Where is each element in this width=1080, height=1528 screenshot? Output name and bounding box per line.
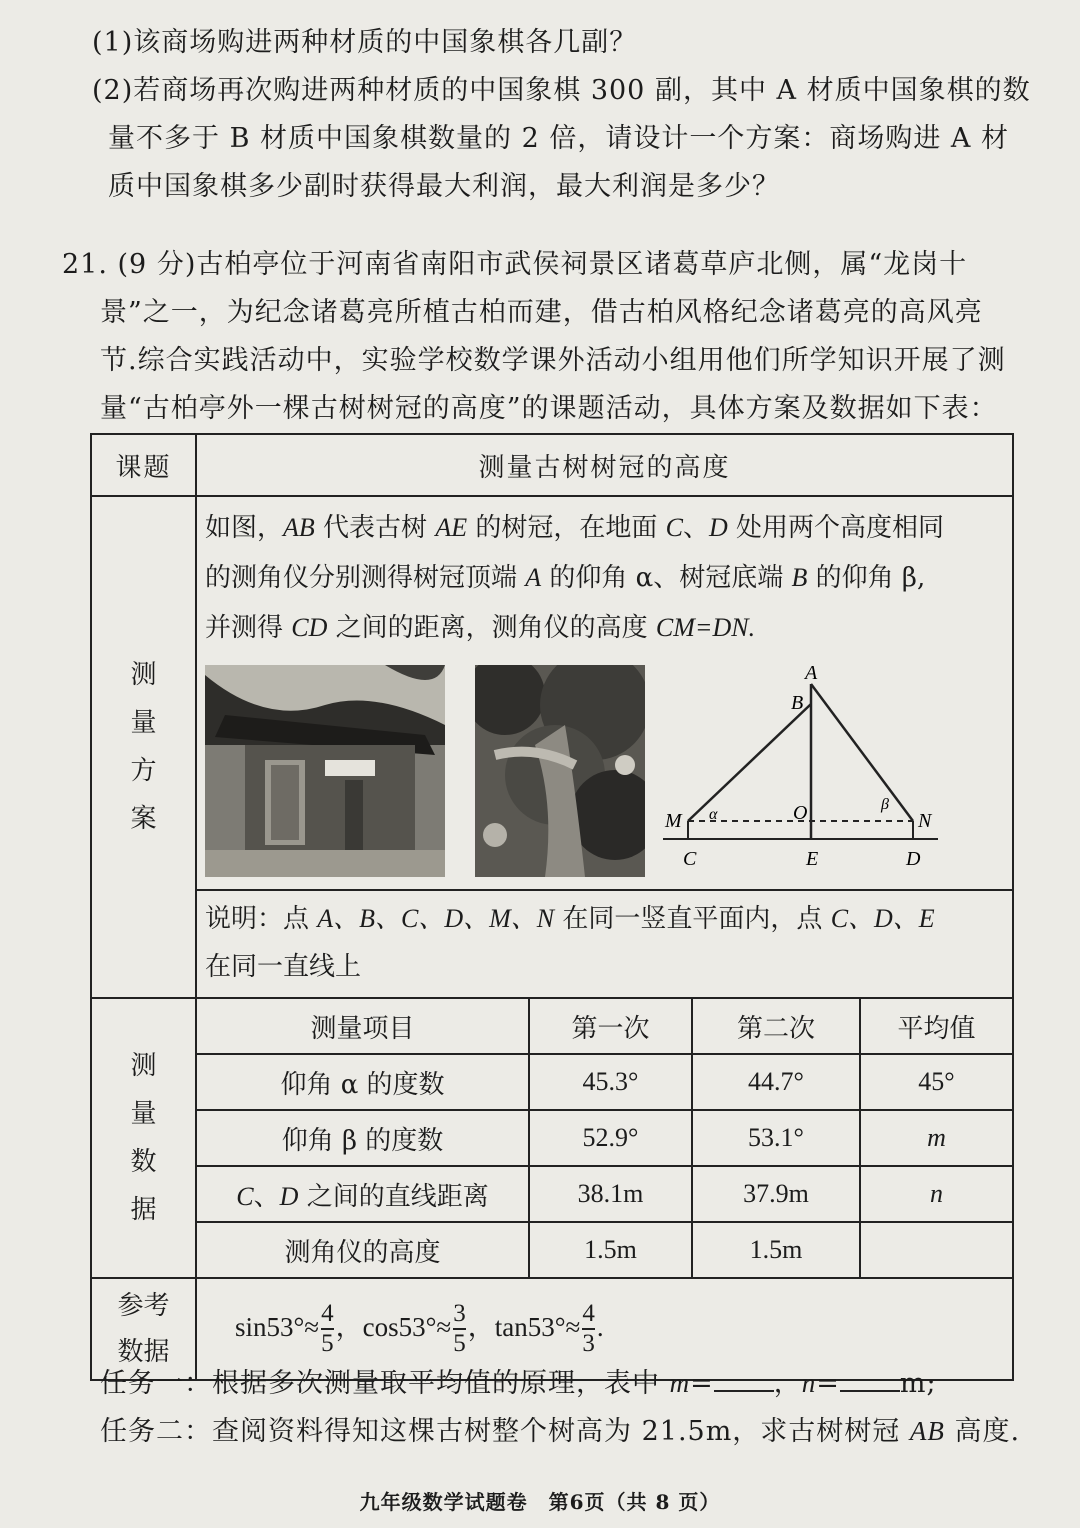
row-second: 37.9m (692, 1166, 860, 1222)
measurement-table (90, 433, 1014, 1381)
sin-fraction: $\frac{4}{5}$ (321, 1300, 334, 1357)
plan-note-line-2: 在同一直线上 (205, 952, 362, 982)
row-average: n (860, 1166, 1012, 1222)
label-E: E (806, 848, 819, 870)
header-average: 平均值 (860, 999, 1012, 1054)
reference-end: . (596, 1312, 604, 1342)
data-label-text: 测量数据 (130, 1051, 157, 1225)
answer-blank-m[interactable] (714, 1364, 774, 1392)
geometry-diagram (663, 659, 945, 887)
row-first: 45.3° (529, 1054, 692, 1110)
label-alpha: α (709, 806, 718, 823)
table-row (197, 1054, 1012, 1110)
header-item: 测量项目 (197, 999, 529, 1054)
header-second: 第二次 (692, 999, 860, 1054)
row-average (860, 1222, 1012, 1277)
topic-value: 测量古树树冠的高度 (196, 434, 1013, 496)
label-C: C (683, 848, 697, 870)
question-2-line-2: 量不多于 B 材质中国象棋数量的 2 倍，请设计一个方案：商场购进 A 材 (108, 123, 1010, 154)
topic-label: 课题 (91, 434, 196, 496)
answer-blank-n[interactable] (840, 1364, 900, 1392)
plan-label (91, 496, 196, 998)
pavilion-photo (205, 665, 445, 877)
tan-fraction: $\frac{4}{3}$ (582, 1300, 595, 1357)
data-cell (196, 998, 1013, 1278)
problem-21-line-3: 节.综合实践活动中，实验学校数学课外活动小组用他们所学知识开展了测 (100, 345, 1006, 376)
label-N: N (918, 810, 932, 832)
label-beta: β (881, 796, 889, 813)
cos-fraction: $\frac{3}{5}$ (453, 1300, 466, 1357)
row-second: 53.1° (692, 1110, 860, 1166)
row-first: 1.5m (529, 1222, 692, 1277)
row-second: 1.5m (692, 1222, 860, 1277)
row-average: m (860, 1110, 1012, 1166)
plan-desc-line-1: 如图，AB 代表古树 AE 的树冠，在地面 C、D 处用两个高度相同 (205, 513, 945, 543)
table-row (197, 1222, 1012, 1277)
reference-label-text: 参考数据 (117, 1291, 170, 1367)
plan-note-line-1: 说明：点 A、B、C、D、M、N 在同一竖直平面内，点 C、D、E (205, 904, 935, 934)
question-1: (1)该商场购进两种材质的中国象棋各几副？ (92, 27, 638, 58)
row-first: 38.1m (529, 1166, 692, 1222)
problem-21-line-2: 景”之一，为纪念诸葛亮所植古柏而建，借古柏风格纪念诸葛亮的高风亮 (100, 297, 983, 328)
plan-desc-line-3: 并测得 CD 之间的距离，测角仪的高度 CM=DN. (205, 613, 756, 643)
table-row (197, 1110, 1012, 1166)
problem-21-line-1: 21. (9 分)古柏亭位于河南省南阳市武侯祠景区诸葛草庐北侧，属“龙岗十 (62, 249, 968, 280)
plan-label-text: 测量方案 (130, 660, 157, 834)
row-second: 44.7° (692, 1054, 860, 1110)
label-M: M (665, 810, 682, 832)
row-item: 测角仪的高度 (197, 1222, 529, 1277)
cos-prefix: ，cos53°≈ (335, 1312, 452, 1342)
question-2-line-1: (2)若商场再次购进两种材质的中国象棋 300 副，其中 A 材质中国象棋的数 (92, 75, 1031, 106)
question-2-line-3: 质中国象棋多少副时获得最大利润，最大利润是多少？ (108, 171, 780, 202)
task-2: 任务二：查阅资料得知这棵古树整个树高为 21.5m，求古树树冠 AB 高度. (100, 1416, 1021, 1447)
row-item: 仰角 α 的度数 (197, 1054, 529, 1110)
figure-row (205, 659, 1004, 889)
row-item: 仰角 β 的度数 (197, 1110, 529, 1166)
task-1: 任务一：根据多次测量取平均值的原理，表中 m= ，n= m; (100, 1364, 937, 1403)
table-row (197, 1166, 1012, 1222)
tree-photo (475, 665, 645, 877)
page-footer: 九年级数学试题卷 第6页（共 8 页） (359, 1490, 721, 1514)
label-D: D (906, 848, 921, 870)
tan-prefix: ，tan53°≈ (467, 1312, 581, 1342)
label-O: O (793, 802, 808, 824)
plan-desc-line-2: 的测角仪分别测得树冠顶端 A 的仰角 α、树冠底端 B 的仰角 β, (205, 563, 926, 593)
sin-prefix: sin53°≈ (235, 1312, 320, 1342)
plan-note (197, 889, 1012, 997)
row-item: C、D 之间的直线距离 (197, 1166, 529, 1222)
data-header-row (197, 999, 1012, 1054)
data-label (91, 998, 196, 1278)
problem-21-line-4: 量“古柏亭外一棵古树树冠的高度”的课题活动，具体方案及数据如下表： (100, 393, 998, 424)
plan-description (196, 496, 1013, 998)
header-first: 第一次 (529, 999, 692, 1054)
label-A: A (805, 662, 818, 684)
row-average: 45° (860, 1054, 1012, 1110)
label-B: B (791, 692, 804, 714)
row-first: 52.9° (529, 1110, 692, 1166)
data-table (197, 999, 1012, 1277)
